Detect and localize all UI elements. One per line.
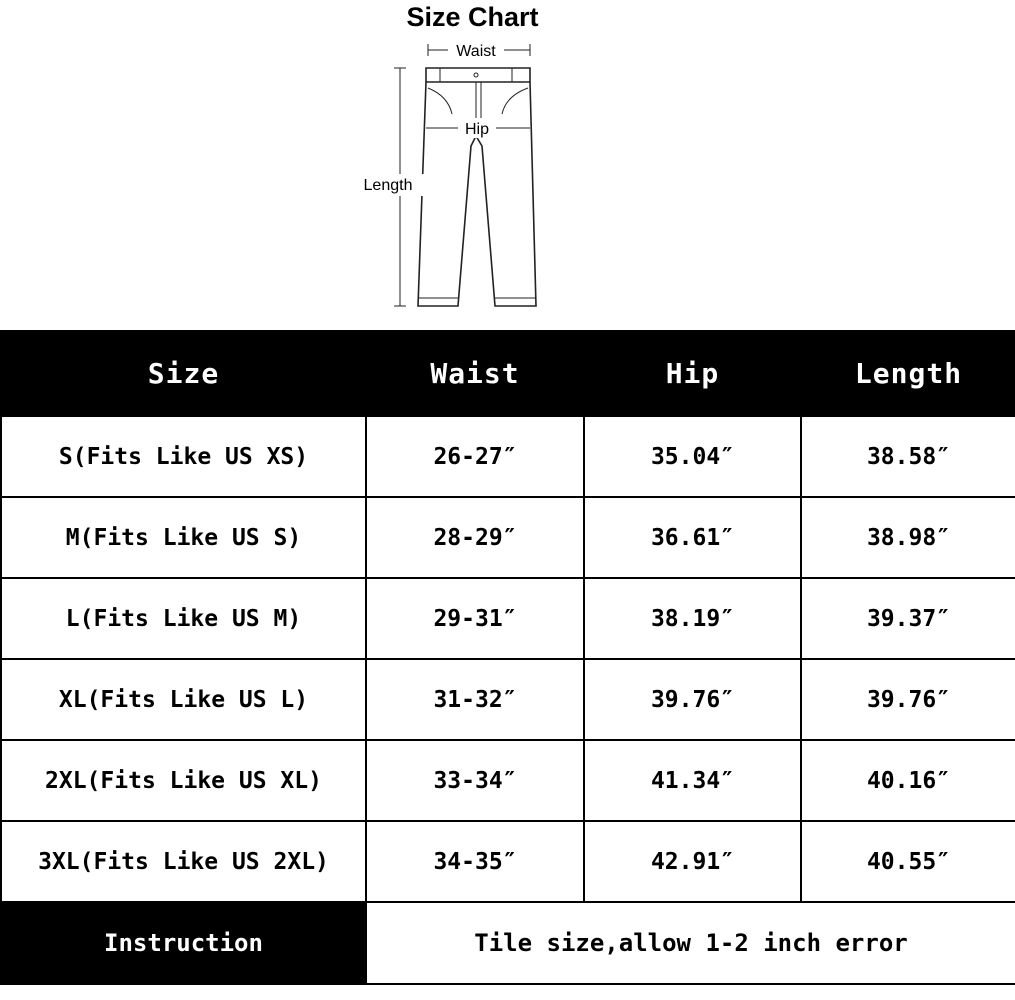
length-cell: 40.55″ [801,821,1015,902]
header-waist: Waist [366,331,584,416]
hip-cell: 35.04″ [584,416,801,497]
table-row [1,578,1015,659]
waist-cell: 33-34″ [366,740,584,821]
table-row [1,416,1015,497]
length-cell: 39.76″ [801,659,1015,740]
size-cell: S(Fits Like US XS) [1,416,366,497]
hip-cell: 38.19″ [584,578,801,659]
header-hip: Hip [584,331,801,416]
pants-outline [418,68,536,306]
hip-cell: 41.34″ [584,740,801,821]
hip-cell: 39.76″ [584,659,801,740]
waist-label: Waist [456,43,496,60]
length-cell: 38.58″ [801,416,1015,497]
table-row [1,821,1015,902]
hip-label: Hip [464,121,490,138]
instruction-text: Tile size,allow 1-2 inch error [366,902,1015,984]
waist-cell: 29-31″ [366,578,584,659]
hip-cell: 42.91″ [584,821,801,902]
length-cell: 40.16″ [801,740,1015,821]
header-size: Size [1,331,366,416]
waist-cell: 26-27″ [366,416,584,497]
waist-cell: 31-32″ [366,659,584,740]
page-title: Size Chart [406,2,539,32]
instruction-label: Instruction [1,902,366,984]
size-cell: 3XL(Fits Like US 2XL) [1,821,366,902]
table-row [1,659,1015,740]
size-cell: 2XL(Fits Like US XL) [1,740,366,821]
size-cell: L(Fits Like US M) [1,578,366,659]
size-chart-table [0,330,1015,985]
pants-measurement-diagram [340,36,600,316]
size-cell: M(Fits Like US S) [1,497,366,578]
length-cell: 38.98″ [801,497,1015,578]
length-cell: 39.37″ [801,578,1015,659]
instruction-row [1,902,1015,984]
hip-cell: 36.61″ [584,497,801,578]
waist-cell: 34-35″ [366,821,584,902]
table-row [1,497,1015,578]
table-row [1,740,1015,821]
length-label: Length [363,177,413,194]
table-header-row [1,331,1015,416]
header-length: Length [801,331,1015,416]
waist-cell: 28-29″ [366,497,584,578]
size-cell: XL(Fits Like US L) [1,659,366,740]
